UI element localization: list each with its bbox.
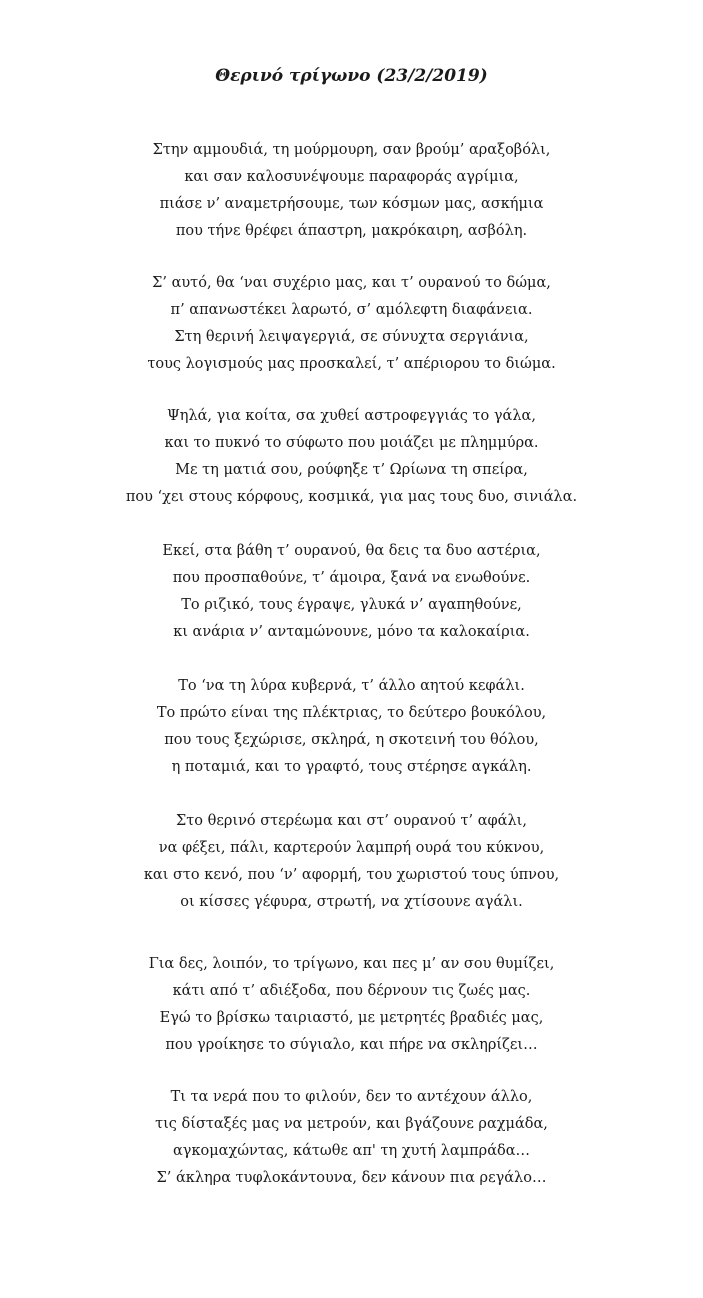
poem-line: Σ’ αυτό, θα ‘ναι συχέριο μας, και τ’ ουρανού το δώμα, bbox=[152, 275, 551, 291]
stanza bbox=[0, 1084, 703, 1192]
poem-line: πιάσε ν’ αναμετρήσουμε, των κόσμων μας, ασκήμια bbox=[159, 196, 544, 212]
poem-line: που γροίκησε το σύγιαλο, και πήρε να σκληρίζει… bbox=[165, 1037, 538, 1053]
poem-line: Σ’ άκληρα τυφλοκάντουνα, δεν κάνουν πια ρεγάλο… bbox=[156, 1170, 547, 1186]
poem-line: κάτι από τ’ αδιέξοδα, που δέρνουν τις ζωές μας. bbox=[172, 983, 531, 999]
poem-line: κι ανάρια ν’ ανταμώνουνε, μόνο τα καλοκαίρια. bbox=[173, 624, 530, 640]
poem-line: Εκεί, στα βάθη τ’ ουρανού, θα δεις τα δυο αστέρια, bbox=[162, 543, 541, 559]
poem-line: που τήνε θρέφει άπαστρη, μακρόκαιρη, ασβόλη. bbox=[175, 223, 528, 239]
poem-line: Το ‘να τη λύρα κυβερνά, τ’ άλλο αητού κεφάλι. bbox=[178, 678, 525, 694]
poem-line: που τους ξεχώρισε, σκληρά, η σκοτεινή του θόλου, bbox=[164, 732, 539, 748]
poem-line: η ποταμιά, και το γραφτό, τους στέρησε αγκάλη. bbox=[171, 759, 532, 775]
poem-line: Με τη ματιά σου, ρούφηξε τ’ Ωρίωνα τη σπείρα, bbox=[175, 462, 528, 478]
poem-line: που προσπαθούνε, τ’ άμοιρα, ξανά να ενωθούνε. bbox=[172, 570, 531, 586]
poem-line: Το ριζικό, τους έγραψε, γλυκά ν’ αγαπηθούνε, bbox=[181, 597, 522, 613]
stanza bbox=[0, 673, 703, 781]
stanza bbox=[0, 137, 703, 245]
poem-line: Εγώ το βρίσκω ταιριαστό, με μετρητές βραδιές μας, bbox=[159, 1010, 544, 1026]
poem-line: να φέξει, πάλι, καρτερούν λαμπρή ουρά του κύκνου, bbox=[158, 840, 545, 856]
stanza bbox=[0, 403, 703, 511]
poem-line: οι κίσσες γέφυρα, στρωτή, να χτίσουνε αγάλι. bbox=[180, 894, 523, 910]
poem-line: που ‘χει στους κόρφους, κοσμικά, για μας τους δυο, σινιάλα. bbox=[125, 489, 578, 505]
poem-line: π’ απανωστέκει λαρωτό, σ’ αμόλεφτη διαφάνεια. bbox=[170, 302, 533, 318]
poem-line: Τι τα νερά που το φιλούν, δεν το αντέχουν άλλο, bbox=[170, 1089, 533, 1105]
stanza bbox=[0, 951, 703, 1059]
poem-line: Ψηλά, για κοίτα, σα χυθεί αστροφεγγιάς το γάλα, bbox=[167, 408, 536, 424]
poem-line: αγκομαχώντας, κάτωθε απ' τη χυτή λαμπράδα… bbox=[172, 1143, 531, 1159]
poem-line: τις δίσταξές μας να μετρούν, και βγάζουνε ραχμάδα, bbox=[155, 1116, 548, 1132]
poem-line: Το πρώτο είναι της πλέκτριας, το δεύτερο βουκόλου, bbox=[156, 705, 547, 721]
poem-line: Στο θερινό στερέωμα και στ’ ουρανού τ’ αφάλι, bbox=[176, 813, 527, 829]
poem-line: Στη θερινή λειψαγεργιά, σε σύνυχτα σεργιάνια, bbox=[174, 329, 529, 345]
poem-line: τους λογισμούς μας προσκαλεί, τ’ απέριορου το διώμα. bbox=[147, 356, 556, 372]
poem-line: και το πυκνό το σύφωτο που μοιάζει με πλημμύρα. bbox=[164, 435, 539, 451]
stanza bbox=[0, 808, 703, 916]
poem-title: Θερινό τρίγωνο (23/2/2019) bbox=[215, 66, 488, 86]
poem-line: και σαν καλοσυνέψουμε παραφοράς αγρίμια, bbox=[184, 169, 519, 185]
stanza bbox=[0, 538, 703, 646]
stanza bbox=[0, 270, 703, 378]
poem-line: Για δες, λοιπόν, το τρίγωνο, και πες μ’ αν σου θυμίζει, bbox=[148, 956, 555, 972]
poem-line: και στο κενό, που ‘ν’ αφορμή, του χωριστού τους ύπνου, bbox=[143, 867, 560, 883]
poem-line: Στην αμμουδιά, τη μούρμουρη, σαν βρούμ’ αραξοβόλι, bbox=[152, 142, 551, 158]
